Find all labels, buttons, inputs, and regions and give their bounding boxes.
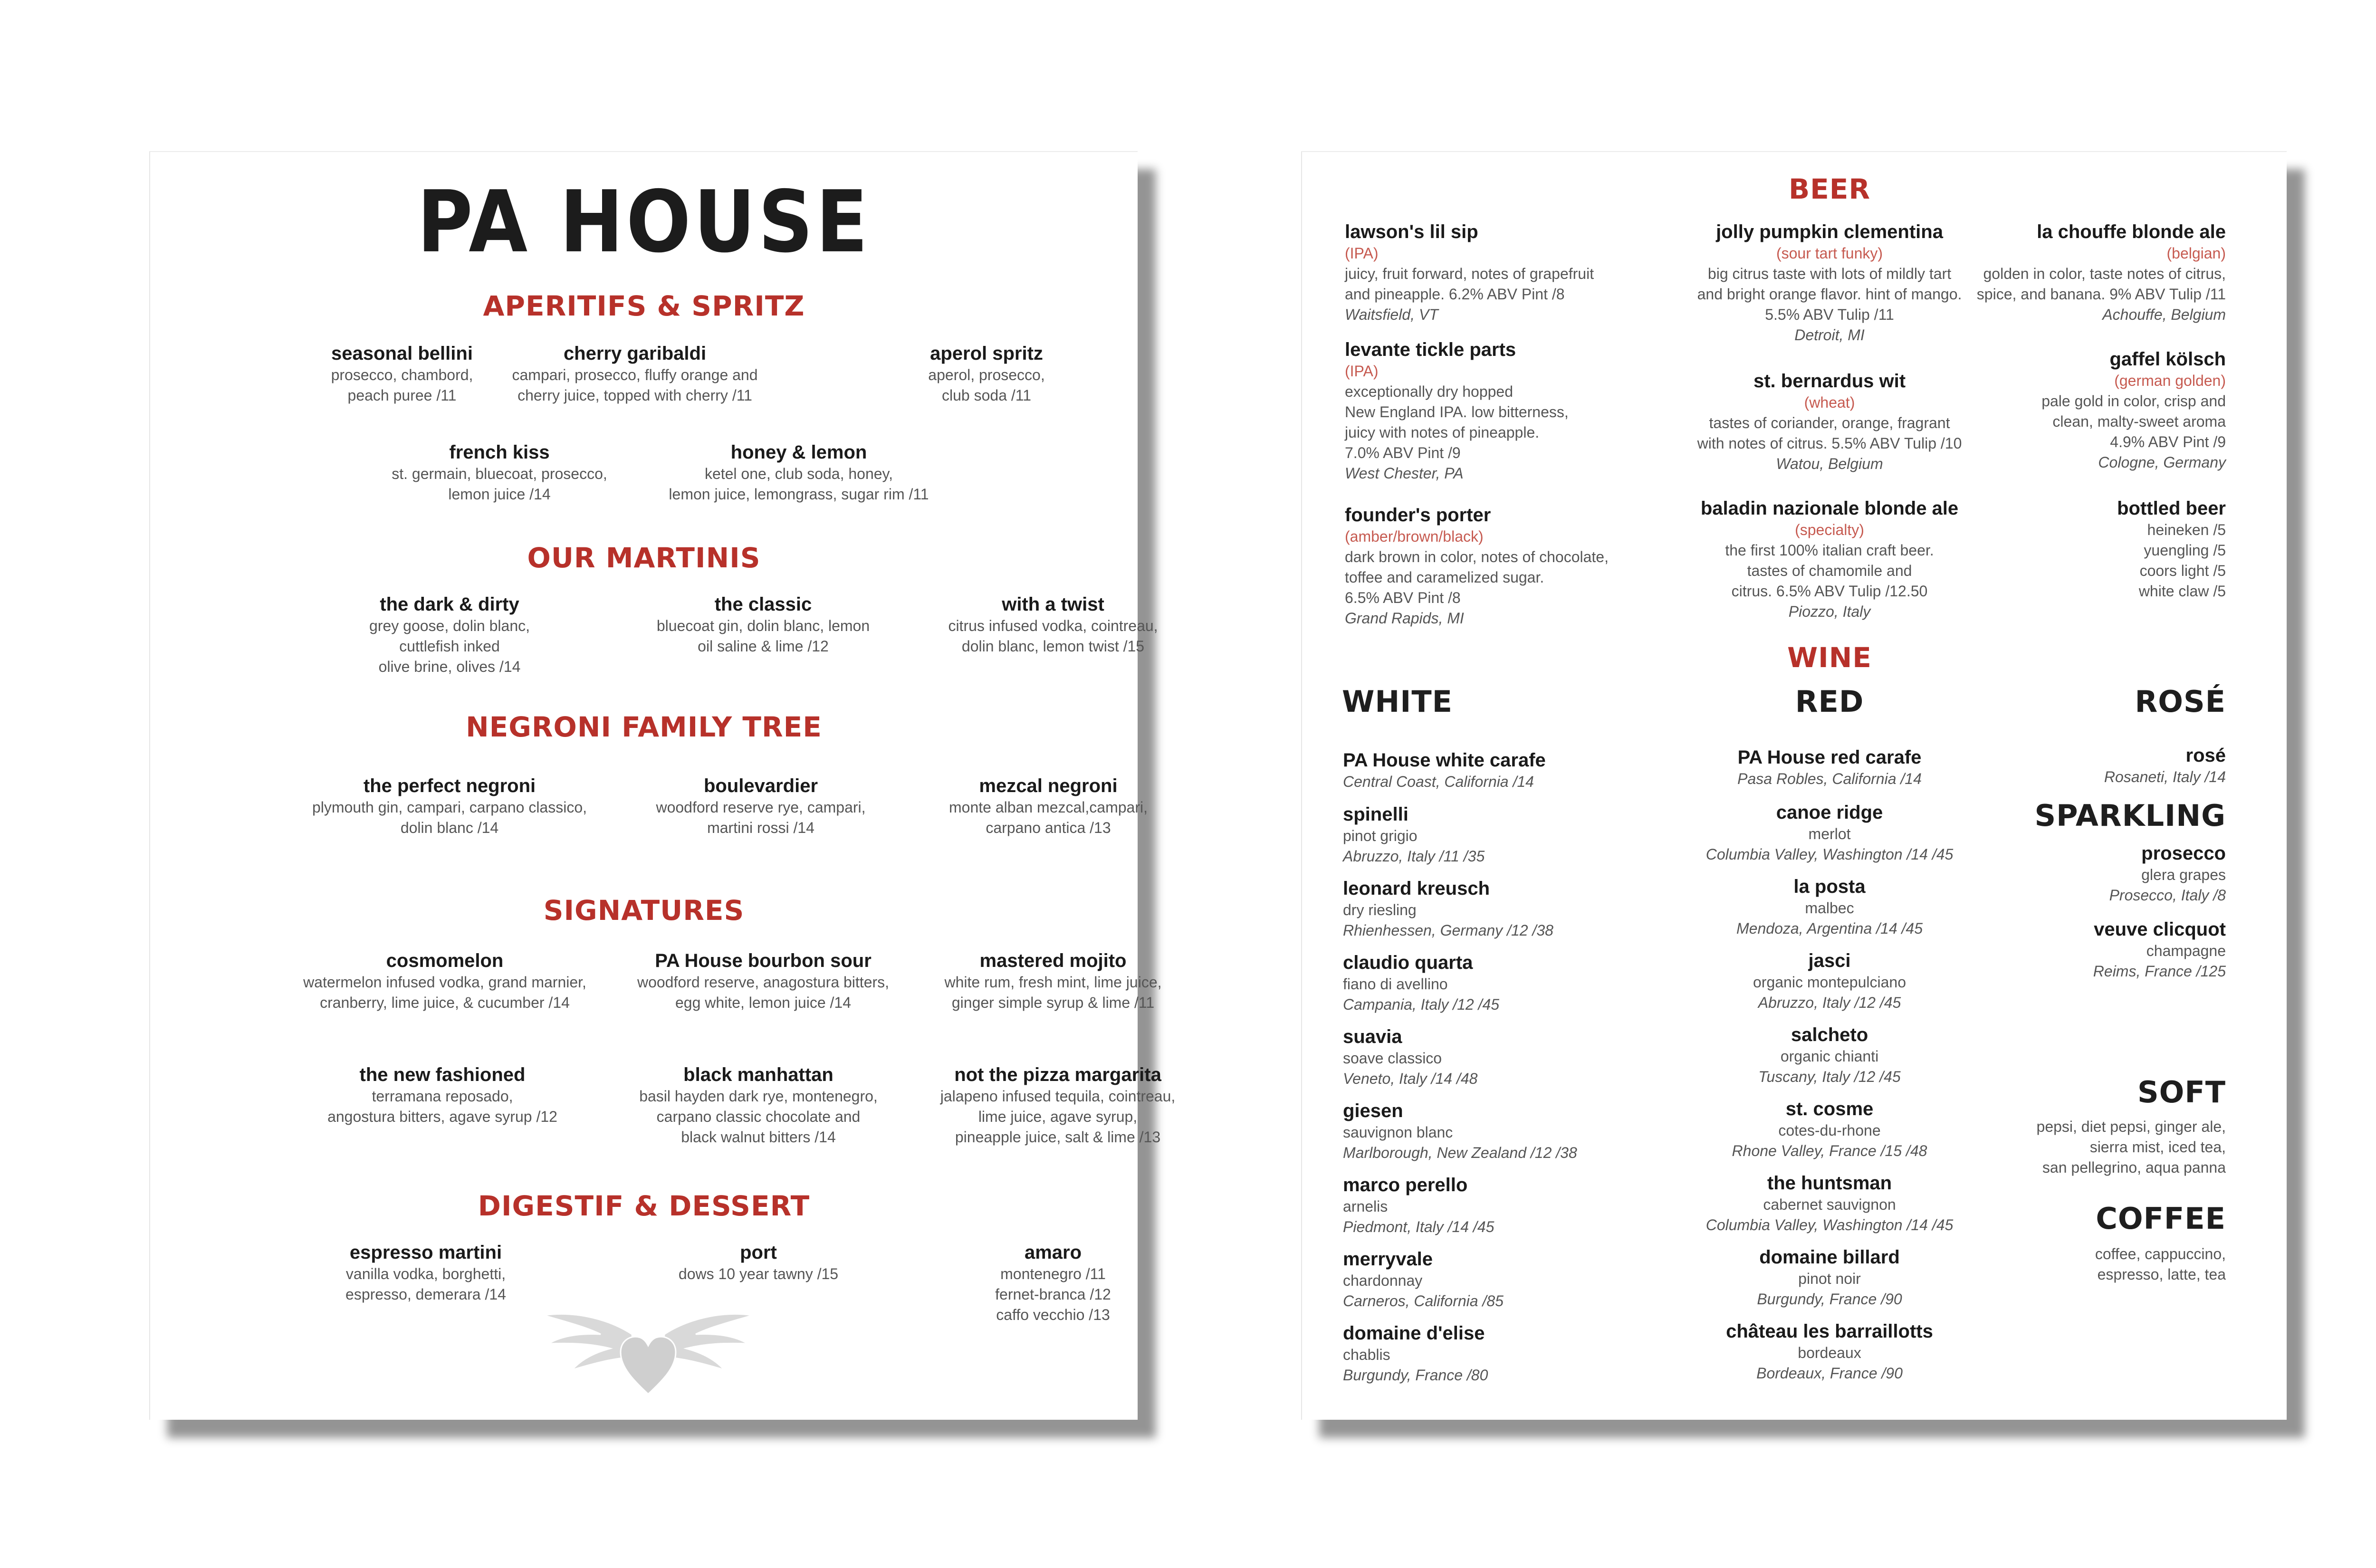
item-desc: lemon juice /14	[448, 486, 551, 503]
section-title-rose: ROSÉ	[2135, 684, 2226, 719]
wine-varietal: fiano di avellino	[1343, 975, 1448, 993]
menu-item	[939, 1241, 1167, 1325]
item-desc: angostura bitters, agave syrup /12	[327, 1108, 557, 1125]
wine-origin: Rosaneti, Italy /14	[2104, 768, 2226, 785]
item-desc: ketel one, club soda, honey,	[704, 465, 893, 482]
wine-item	[1343, 1322, 1685, 1386]
item-name: cherry garibaldi	[563, 343, 707, 364]
item-name: mastered mojito	[979, 950, 1127, 971]
wine-origin: Abruzzo, Italy /12 /45	[1758, 994, 1901, 1011]
wine-varietal: dry riesling	[1343, 901, 1417, 918]
section-title-negroni: NEGRONI FAMILY TREE	[466, 711, 822, 743]
wine-item	[1673, 875, 1986, 939]
menu-item	[331, 593, 568, 677]
beer-origin: Grand Rapids, MI	[1345, 610, 1464, 627]
item-name: the classic	[714, 594, 812, 615]
item-desc: st. germain, bluecoat, prosecco,	[392, 465, 607, 482]
wine-varietal: organic montepulciano	[1753, 974, 1906, 991]
menu-item	[925, 774, 1172, 838]
soft-drinks-list	[1986, 1117, 2226, 1178]
item-desc: dark brown in color, notes of chocolate,	[1345, 548, 1609, 565]
item-desc: and bright orange flavor. hint of mango.	[1697, 286, 1962, 303]
item-name: gaffel kölsch	[2109, 349, 2226, 370]
item-name: bottled beer	[2117, 498, 2226, 519]
item-desc: espresso, latte, tea	[2097, 1266, 2226, 1283]
wine-varietal: sauvignon blanc	[1343, 1124, 1453, 1141]
item-name: st. cosme	[1785, 1099, 1874, 1119]
beer-origin: Waitsfield, VT	[1345, 306, 1438, 323]
item-name: the dark & dirty	[380, 594, 519, 615]
beer-item	[1345, 504, 1649, 629]
beer-item	[1934, 348, 2226, 473]
item-desc: lemon juice, lemongrass, sugar rim /11	[669, 486, 929, 503]
menu-item	[647, 441, 951, 505]
item-name: jasci	[1808, 950, 1851, 971]
item-desc: clean, malty-sweet aroma	[2052, 413, 2226, 430]
wine-item	[1343, 1025, 1685, 1089]
section-title-coffee: COFFEE	[2096, 1201, 2226, 1236]
item-desc: egg white, lemon juice /14	[675, 994, 851, 1011]
wine-item	[1673, 1172, 1986, 1235]
wine-item	[1343, 877, 1685, 941]
item-name: with a twist	[1002, 594, 1104, 615]
beer-origin: Detroit, MI	[1794, 326, 1865, 344]
item-desc: olive brine, olives /14	[378, 658, 521, 675]
beer-style: (wheat)	[1804, 394, 1855, 411]
item-desc: dows 10 year tawny /15	[678, 1265, 839, 1282]
item-name: the new fashioned	[359, 1064, 526, 1085]
beer-style: (IPA)	[1345, 363, 1379, 380]
item-desc: New England IPA. low bitterness,	[1345, 403, 1569, 421]
beer-item	[1934, 497, 2226, 602]
item-desc: 5.5% ABV Tulip /11	[1765, 306, 1894, 323]
item-desc: sierra mist, iced tea,	[2089, 1138, 2226, 1156]
item-desc: carpano antica /13	[986, 819, 1111, 836]
item-name: french kiss	[449, 442, 550, 463]
item-desc: oil saline & lime /12	[698, 638, 829, 655]
item-desc: watermelon infused vodka, grand marnier,	[303, 974, 586, 991]
section-title-white: WHITE	[1342, 684, 1453, 719]
item-desc: cranberry, lime juice, & cucumber /14	[320, 994, 570, 1011]
wine-origin: Burgundy, France /80	[1343, 1367, 1488, 1384]
wine-varietal: cotes-du-rhone	[1778, 1122, 1881, 1139]
cocktail-menu-page	[149, 151, 1176, 1420]
item-desc: tastes of coriander, orange, fragrant	[1709, 414, 1950, 431]
menu-item	[502, 342, 768, 406]
item-desc: prosecco, chambord,	[331, 366, 473, 383]
item-name: boulevardier	[703, 775, 818, 796]
item-name: levante tickle parts	[1345, 339, 1516, 360]
item-desc: cuttlefish inked	[399, 638, 500, 655]
beer-origin: Watou, Belgium	[1776, 455, 1883, 472]
item-desc: ginger simple syrup & lime /11	[951, 994, 1155, 1011]
section-title-wine: WINE	[1787, 641, 1872, 674]
item-name: claudio quarta	[1343, 952, 1473, 973]
item-desc: citrus infused vodka, cointreau,	[948, 617, 1158, 634]
wine-origin: Tuscany, Italy /12 /45	[1758, 1068, 1901, 1085]
item-desc: espresso, demerara /14	[345, 1286, 506, 1303]
coffee-list	[1986, 1244, 2226, 1285]
menu-item	[920, 949, 1186, 1013]
wine-item	[1673, 1320, 1986, 1384]
item-name: honey & lemon	[730, 442, 867, 463]
wine-item	[1986, 744, 2226, 787]
item-desc: tastes of chamomile and	[1747, 562, 1912, 579]
item-desc: peach puree /11	[347, 387, 457, 404]
item-name: cosmomelon	[386, 950, 504, 971]
item-name: baladin nazionale blonde ale	[1700, 498, 1959, 519]
menu-item	[366, 441, 632, 505]
wine-origin: Rhone Valley, France /15 /48	[1732, 1142, 1927, 1159]
item-name: rosé	[2185, 745, 2226, 766]
wine-origin: Central Coast, California /14	[1343, 773, 1534, 790]
section-title-sparkling: SPARKLING	[2034, 798, 2226, 833]
wine-item	[1673, 746, 1986, 789]
item-name: lawson's lil sip	[1345, 221, 1478, 242]
section-title-signatures: SIGNATURES	[543, 894, 745, 927]
item-name: la posta	[1793, 876, 1866, 897]
wine-origin: Marlborough, New Zealand /12 /38	[1343, 1144, 1577, 1161]
item-name: leonard kreusch	[1343, 878, 1490, 899]
wine-origin: Mendoza, Argentina /14 /45	[1736, 920, 1923, 937]
beer-style: (belgian)	[2166, 245, 2226, 262]
beer-style: (german golden)	[2114, 372, 2226, 389]
item-desc: juicy, fruit forward, notes of grapefruit	[1345, 265, 1594, 282]
item-desc: the first 100% italian craft beer.	[1725, 542, 1934, 559]
item-desc: martini rossi /14	[707, 819, 814, 836]
section-title-beer: BEER	[1788, 173, 1871, 205]
item-name: not the pizza margarita	[954, 1064, 1161, 1085]
item-desc: juicy with notes of pineapple.	[1345, 424, 1540, 441]
beer-wine-menu-page	[1301, 151, 2287, 1420]
wine-varietal: chardonnay	[1343, 1272, 1423, 1289]
item-name: st. bernardus wit	[1753, 371, 1906, 392]
item-desc: pale gold in color, crisp and	[2041, 392, 2226, 410]
item-desc: citrus. 6.5% ABV Tulip /12.50	[1731, 583, 1928, 600]
item-desc: dolin blanc /14	[400, 819, 499, 836]
item-name: suavia	[1343, 1026, 1402, 1047]
item-desc: basil hayden dark rye, montenegro,	[639, 1088, 878, 1105]
item-desc: toffee and caramelized sugar.	[1345, 569, 1544, 586]
wine-origin: Bordeaux, France /90	[1756, 1365, 1903, 1382]
menu-item	[297, 1063, 587, 1127]
menu-item	[623, 949, 903, 1013]
winged-heart-icon	[539, 1301, 757, 1401]
item-name: PA House white carafe	[1343, 750, 1546, 771]
item-desc: woodford reserve rye, campari,	[656, 799, 866, 816]
item-name: canoe ridge	[1776, 802, 1883, 823]
menu-item	[929, 593, 1177, 657]
item-name: seasonal bellini	[331, 343, 473, 364]
wine-item	[1986, 842, 2226, 906]
wine-origin: Abruzzo, Italy /11 /35	[1343, 848, 1485, 865]
wine-item	[1343, 803, 1685, 867]
item-name: spinelli	[1343, 804, 1408, 825]
item-name: domaine billard	[1759, 1247, 1900, 1268]
wine-varietal: chablis	[1343, 1346, 1390, 1363]
item-name: château les barraillotts	[1726, 1321, 1933, 1342]
item-name: black manhattan	[683, 1064, 834, 1085]
item-name: the huntsman	[1767, 1173, 1892, 1194]
section-title-red: RED	[1795, 684, 1864, 719]
item-desc: fernet-branca /12	[995, 1286, 1111, 1303]
wine-varietal: cabernet sauvignon	[1763, 1196, 1896, 1213]
section-title-martinis: OUR MARTINIS	[527, 542, 761, 574]
section-title-soft: SOFT	[2137, 1075, 2226, 1109]
wine-origin: Pasa Robles, California /14	[1737, 770, 1922, 787]
wine-varietal: bordeaux	[1798, 1344, 1861, 1361]
item-desc: club soda /11	[942, 387, 1031, 404]
wine-varietal: merlot	[1808, 825, 1851, 842]
beer-style: (specialty)	[1795, 521, 1864, 538]
item-desc: 4.9% ABV Pint /9	[2110, 433, 2226, 450]
item-name: PA House red carafe	[1737, 747, 1922, 768]
beer-origin: Piozzo, Italy	[1788, 603, 1871, 620]
item-name: PA House bourbon sour	[655, 950, 872, 971]
menu-item	[625, 1063, 891, 1147]
item-desc: bluecoat gin, dolin blanc, lemon	[656, 617, 870, 634]
wine-item	[1673, 1246, 1986, 1310]
wine-origin: Campania, Italy /12 /45	[1343, 996, 1500, 1013]
item-desc: white rum, fresh mint, lime juice,	[944, 974, 1162, 991]
item-name: marco perello	[1343, 1175, 1468, 1195]
menu-item	[642, 774, 880, 838]
item-name: veuve clicquot	[2094, 919, 2226, 940]
menu-item	[316, 342, 488, 406]
beer-style: (sour tart funky)	[1776, 245, 1883, 262]
item-desc: golden in color, taste notes of citrus,	[1983, 265, 2226, 282]
menu-item	[307, 1241, 545, 1305]
wine-origin: Columbia Valley, Washington /14 /45	[1705, 1216, 1954, 1233]
item-desc: carpano classic chocolate and	[656, 1108, 861, 1125]
item-desc: pineapple juice, salt & lime /13	[955, 1128, 1161, 1146]
wine-item	[1343, 1174, 1685, 1237]
item-desc: with notes of citrus. 5.5% ABV Tulip /10	[1697, 435, 1962, 452]
beer-style: (IPA)	[1345, 245, 1379, 262]
item-name: espresso martini	[349, 1242, 502, 1263]
item-name: founder's porter	[1345, 505, 1491, 526]
wine-varietal: malbec	[1805, 899, 1854, 917]
menu-item	[635, 593, 891, 657]
item-desc: plymouth gin, campari, carpano classico,	[312, 799, 587, 816]
item-desc: spice, and banana. 9% ABV Tulip /11	[1976, 286, 2226, 303]
beer-origin: Achouffe, Belgium	[2102, 306, 2226, 323]
item-desc: coors light /5	[2139, 562, 2226, 579]
menu-item	[278, 949, 611, 1013]
wine-item	[1343, 749, 1685, 792]
beer-origin: West Chester, PA	[1345, 465, 1464, 482]
menu-item	[925, 1063, 1191, 1147]
item-name: giesen	[1343, 1100, 1403, 1121]
item-name: merryvale	[1343, 1249, 1433, 1270]
section-title-digestif: DIGESTIF & DESSERT	[478, 1190, 810, 1222]
beer-item	[1345, 220, 1649, 325]
wine-item	[1673, 801, 1986, 865]
item-desc: pepsi, diet pepsi, ginger ale,	[2036, 1118, 2226, 1135]
wine-origin: Carneros, California /85	[1343, 1292, 1504, 1310]
item-name: la chouffe blonde ale	[2037, 221, 2226, 242]
wine-varietal: champagne	[2146, 942, 2226, 959]
item-desc: white claw /5	[2138, 583, 2226, 600]
beer-item	[1934, 220, 2226, 325]
item-desc: woodford reserve, anagostura bitters,	[637, 974, 890, 991]
wine-item	[1673, 1098, 1986, 1161]
item-desc: 6.5% ABV Pint /8	[1345, 589, 1461, 606]
wine-origin: Burgundy, France /90	[1757, 1291, 1902, 1308]
menu-item	[640, 1241, 877, 1284]
wine-item	[1343, 1100, 1685, 1163]
item-desc: heineken /5	[2147, 521, 2226, 538]
item-name: jolly pumpkin clementina	[1716, 221, 1943, 242]
item-name: prosecco	[2141, 843, 2226, 864]
item-desc: vanilla vodka, borghetti,	[345, 1265, 506, 1282]
wine-varietal: organic chianti	[1780, 1048, 1879, 1065]
item-name: port	[740, 1242, 777, 1263]
wine-origin: Rhienhessen, Germany /12 /38	[1343, 922, 1553, 939]
wine-origin: Piedmont, Italy /14 /45	[1343, 1218, 1495, 1235]
wine-origin: Prosecco, Italy /8	[2109, 887, 2226, 904]
section-title-aperitifs: APERITIFS & SPRITZ	[483, 290, 805, 322]
wine-item	[1986, 918, 2226, 982]
item-desc: and pineapple. 6.2% ABV Pint /8	[1345, 286, 1565, 303]
item-name: mezcal negroni	[979, 775, 1118, 796]
item-desc: san pellegrino, aqua panna	[2042, 1159, 2226, 1176]
beer-origin: Cologne, Germany	[2098, 454, 2226, 471]
item-desc: aperol, prosecco,	[928, 366, 1045, 383]
item-name: aperol spritz	[930, 343, 1043, 364]
item-desc: campari, prosecco, fluffy orange and	[512, 366, 758, 383]
wine-item	[1673, 1023, 1986, 1087]
wine-item	[1673, 949, 1986, 1013]
item-desc: jalapeno infused tequila, cointreau,	[940, 1088, 1176, 1105]
item-desc: black walnut bitters /14	[681, 1128, 836, 1146]
item-desc: cherry juice, topped with cherry /11	[517, 387, 752, 404]
beer-style: (amber/brown/black)	[1345, 528, 1484, 545]
wine-varietal: arnelis	[1343, 1198, 1388, 1215]
item-desc: terramana reposado,	[372, 1088, 513, 1105]
wine-origin: Columbia Valley, Washington /14 /45	[1705, 846, 1954, 863]
wine-origin: Veneto, Italy /14 /48	[1343, 1070, 1478, 1087]
item-desc: grey goose, dolin blanc,	[369, 617, 530, 634]
item-desc: 7.0% ABV Pint /9	[1345, 444, 1461, 461]
brand-title: PA HOUSE	[417, 172, 871, 272]
wine-item	[1343, 951, 1685, 1015]
wine-varietal: soave classico	[1343, 1050, 1442, 1067]
item-name: the perfect negroni	[363, 775, 536, 796]
item-name: domaine d'elise	[1343, 1323, 1485, 1344]
menu-item	[891, 342, 1082, 406]
menu-item	[288, 774, 611, 838]
item-desc: yuengling /5	[2144, 542, 2226, 559]
item-desc: lime juice, agave syrup,	[978, 1108, 1138, 1125]
item-name: amaro	[1024, 1242, 1082, 1263]
item-name: salcheto	[1791, 1024, 1868, 1045]
beer-item	[1345, 338, 1649, 484]
wine-varietal: glera grapes	[2141, 866, 2226, 883]
item-desc: big citrus taste with lots of mildly tart	[1707, 265, 1952, 282]
wine-item	[1343, 1248, 1685, 1311]
item-desc: montenegro /11	[1000, 1265, 1106, 1282]
item-desc: monte alban mezcal,campari,	[949, 799, 1148, 816]
wine-varietal: pinot grigio	[1343, 827, 1418, 844]
item-desc: dolin blanc, lemon twist /15	[961, 638, 1145, 655]
item-desc: caffo vecchio /13	[996, 1306, 1110, 1323]
wine-varietal: pinot noir	[1798, 1270, 1861, 1287]
wine-origin: Reims, France /125	[2093, 963, 2226, 980]
item-desc: coffee, cappuccino,	[2095, 1245, 2226, 1262]
item-desc: exceptionally dry hopped	[1345, 383, 1514, 400]
